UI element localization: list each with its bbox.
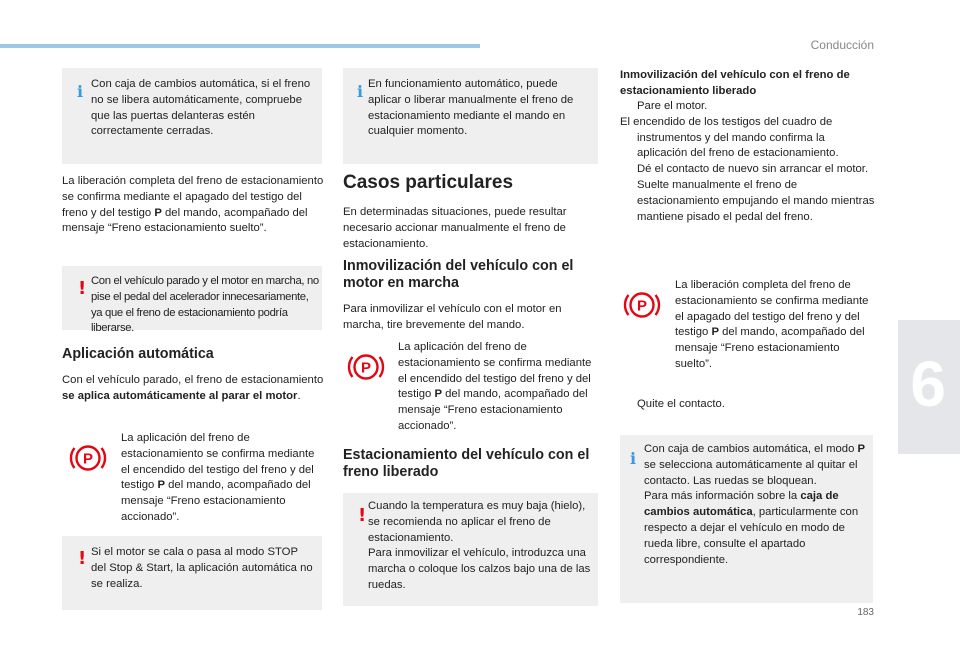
section-heading: Inmovilización del vehículo con el freno de estacionamiento liberado <box>620 69 850 97</box>
list-item: Pare el motor. <box>637 100 708 112</box>
section-heading: Aplicación automática <box>62 346 214 362</box>
list-item: Dé el contacto de nuevo sin arrancar el motor. <box>637 163 869 176</box>
warning-text: Cuando la temperatura es muy baja (hielo), se recomienda no aplicar el freno de estacionamiento. Para inmovilizar el vehículo, introduzca una marcha o coloque los calzos bajo una de las ruedas. <box>368 500 591 591</box>
paragraph: La liberación completa del freno de estacionamiento se confirma mediante el apagado del testigo del freno y del testigo P del mando, acompañado del mensaje “Freno estacionamiento suelto”. <box>62 175 324 235</box>
parking-brake-icon <box>621 284 663 326</box>
warning-text: Con el vehículo parado y el motor en marcha, no pise el pedal del acelerador innecesariamente, ya que el freno de estacionamiento podría liberarse. <box>91 275 319 335</box>
paragraph: En determinadas situaciones, puede resultar necesario accionar manualmente el freno de estacionamiento. <box>343 206 567 250</box>
info-box <box>620 435 873 603</box>
icon-description: La aplicación del freno de estacionamiento se confirma mediante el encendido del testigo del freno y del testigo P del mando, acompañado del mensaje “Freno estacionamiento accionado”. <box>121 432 315 523</box>
info-text: Con caja de cambios automática, el modo P se selecciona automáticamente al quitar el contacto. Las ruedas se bloquean. Para más información sobre la caja de cambios automática, particularmente con respecto a dejar el vehículo en modo de rueda libre, consulte el apartado correspondiente. <box>644 443 866 566</box>
parking-brake-icon <box>67 437 109 479</box>
svg-text:P: P <box>360 359 372 377</box>
warning-icon: ! <box>358 505 367 526</box>
info-icon: i <box>357 82 364 101</box>
info-icon: i <box>77 82 84 101</box>
parking-brake-icon <box>345 346 387 388</box>
info-icon: i <box>630 449 637 468</box>
warning-box <box>62 266 322 335</box>
list-item: Suelte manualmente el freno de estacionamiento empujando el mando mientras mantiene pisado el pedal del freno. <box>637 178 875 223</box>
warning-box <box>62 536 322 610</box>
icon-description: La aplicación del freno de estacionamiento se confirma mediante el encendido del testigo del freno y del testigo P del mando, acompañado del mensaje “Freno estacionamiento accionado”. <box>398 341 592 432</box>
subsection-heading: Inmovilización del vehículo con el motor en marcha <box>343 258 574 291</box>
info-box <box>343 68 598 164</box>
subsection-heading: Estacionamiento del vehículo con el freno liberado <box>343 447 590 480</box>
info-text: Con caja de cambios automática, si el freno no se libera automáticamente, compruebe que las puertas delanteras estén correctamente cerradas. <box>91 78 311 138</box>
section-heading: Casos particulares <box>343 172 514 193</box>
paragraph: Con el vehículo parado, el freno de estacionamiento se aplica automáticamente al parar el motor. <box>62 374 324 402</box>
warning-text: Si el motor se cala o pasa al modo STOP del Stop & Start, la aplicación automática no se realiza. <box>91 546 313 590</box>
top-accent-bar <box>0 44 480 48</box>
chapter-number: 6 <box>910 348 946 420</box>
warning-icon: ! <box>78 548 87 569</box>
warning-icon: ! <box>78 278 87 299</box>
svg-text:P: P <box>82 450 94 468</box>
icon-description: La liberación completa del freno de estacionamiento se confirma mediante el apagado del testigo del freno y del testigo P del mando, acompañado del mensaje “Freno estacionamiento suelto”. <box>675 279 869 370</box>
list-item: El encendido de los testigos del cuadro de instrumentos y del mando confirma la aplicación del freno de estacionamiento. <box>620 115 839 160</box>
paragraph: Para inmovilizar el vehículo con el motor en marcha, tire brevemente del mando. <box>343 303 562 331</box>
section-title: Conducción <box>810 38 874 52</box>
info-box <box>62 68 322 164</box>
svg-text:P: P <box>636 297 648 315</box>
list-item: Quite el contacto. <box>637 398 725 410</box>
page-number: 183 <box>857 607 874 618</box>
info-text: En funcionamiento automático, puede aplicar o liberar manualmente el freno de estacionamiento mediante el mando en cualquier momento. <box>368 78 574 138</box>
step-list <box>620 99 875 225</box>
warning-box <box>343 493 598 606</box>
step-list <box>620 397 875 413</box>
